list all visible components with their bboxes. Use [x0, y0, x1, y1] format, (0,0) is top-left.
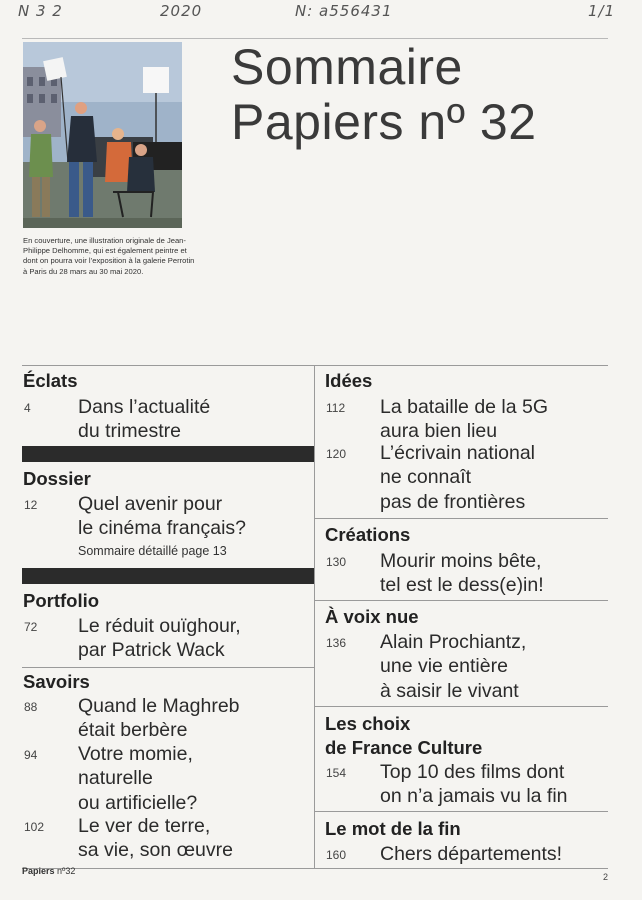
- toc-entry-ver-de-terre[interactable]: [78, 814, 233, 863]
- entry-line: Le réduit ouïghour,: [78, 615, 241, 637]
- section-bar: [22, 568, 314, 584]
- toc-entry-prochiantz[interactable]: [380, 630, 526, 703]
- handwritten-page-mark: 1/1: [588, 2, 616, 20]
- entry-line: était berbère: [78, 719, 188, 742]
- section-rule: [314, 518, 608, 519]
- entry-line: La bataille de la 5G: [380, 396, 549, 418]
- toc-entry-momie[interactable]: [78, 742, 197, 815]
- page-number: 4: [24, 401, 31, 415]
- bottom-rule: [314, 868, 608, 869]
- entry-line: du trimestre: [78, 420, 181, 443]
- toc-entry-top-10[interactable]: [380, 760, 568, 809]
- toc-entry-maghreb[interactable]: [78, 694, 240, 743]
- toc-top-rule: [22, 365, 608, 366]
- page-number: 12: [24, 498, 38, 512]
- entry-line: ou artificielle?: [78, 791, 198, 814]
- toc-entry-dossier[interactable]: [78, 492, 246, 541]
- page-number: 94: [24, 748, 38, 762]
- section-heading-savoirs: Savoirs: [23, 671, 90, 692]
- footer-issue: nº32: [57, 866, 76, 876]
- handwritten-year-mark: 2020: [160, 2, 203, 20]
- entry-line: le cinéma français?: [78, 517, 246, 540]
- entry-line: Alain Prochiantz,: [380, 631, 527, 653]
- page-title: [231, 40, 537, 150]
- footer-magazine-name: Papiers: [22, 866, 55, 876]
- dossier-detail-note: Sommaire détaillé page 13: [78, 544, 227, 558]
- cover-illustration: [23, 42, 182, 228]
- entry-line: Chers départements!: [380, 843, 563, 865]
- toc-entry-departements[interactable]: [380, 842, 562, 866]
- section-rule: [314, 706, 608, 707]
- page-folio: 2: [602, 872, 608, 882]
- entry-line: Top 10 des films dont: [380, 761, 565, 783]
- entry-line: sa vie, son œuvre: [78, 839, 233, 862]
- entry-line: on n’a jamais vu la fin: [380, 785, 568, 808]
- entry-line: pas de frontières: [380, 490, 526, 513]
- page-number: 72: [24, 620, 38, 634]
- handwritten-reference-mark: N: a556431: [295, 2, 393, 20]
- entry-line: Le ver de terre,: [78, 815, 211, 837]
- section-heading-mot-de-la-fin: Le mot de la fin: [325, 818, 461, 839]
- entry-line: à saisir le vivant: [380, 679, 519, 702]
- entry-line: tel est le dess(e)in!: [380, 574, 544, 597]
- handwritten-issue-mark: N 3 2: [18, 2, 63, 20]
- entry-line: Quel avenir pour: [78, 493, 223, 515]
- heading-line: Les choix: [325, 713, 411, 734]
- footer-brand: [22, 866, 75, 876]
- section-heading-creations: Créations: [325, 524, 411, 545]
- page-number: 154: [326, 766, 347, 780]
- page-number: 136: [326, 636, 347, 650]
- entry-line: ne connaît: [380, 466, 472, 489]
- section-heading-idees: Idées: [325, 370, 373, 391]
- section-bar: [22, 446, 314, 462]
- section-rule: [314, 811, 608, 812]
- page-number: 130: [326, 555, 347, 569]
- toc-entry-portfolio[interactable]: [78, 614, 241, 663]
- entry-line: naturelle: [78, 767, 153, 790]
- section-heading-choix: [325, 712, 482, 760]
- page-number: 102: [24, 820, 45, 834]
- title-line-2: Papiers nº 32: [231, 94, 537, 150]
- entry-line: Mourir moins bête,: [380, 550, 542, 572]
- toc-entry-creations[interactable]: [380, 549, 544, 598]
- toc-entry-5g[interactable]: [380, 395, 548, 444]
- entry-line: une vie entière: [380, 655, 508, 678]
- entry-line: L’écrivain national: [380, 442, 536, 464]
- section-heading-voix-nue: À voix nue: [325, 606, 419, 627]
- entry-line: Votre momie,: [78, 743, 193, 765]
- page-number: 120: [326, 447, 347, 461]
- heading-line: de France Culture: [325, 737, 483, 758]
- entry-line: par Patrick Wack: [78, 639, 225, 662]
- section-heading-dossier: Dossier: [23, 468, 91, 489]
- page-number: 160: [326, 848, 347, 862]
- title-line-1: Sommaire: [231, 39, 463, 95]
- section-heading-eclats: Éclats: [23, 370, 78, 391]
- section-rule: [22, 667, 314, 668]
- toc-entry-ecrivain[interactable]: [380, 441, 535, 514]
- column-divider: [314, 365, 315, 868]
- cover-caption: En couverture, une illustration originale de Jean-Philippe Delhomme, qui est également peintre et dont on pourra voir l’exposition à la galerie Perrotin à Paris du 28 mars au 30 mai 2020.: [23, 236, 195, 276]
- entry-line: aura bien lieu: [380, 420, 498, 443]
- page-number: 88: [24, 700, 38, 714]
- entry-line: Quand le Maghreb: [78, 695, 240, 717]
- entry-line: Dans l’actualité: [78, 396, 211, 418]
- toc-entry-eclats[interactable]: [78, 395, 210, 444]
- page-number: 112: [326, 401, 346, 415]
- section-heading-portfolio: Portfolio: [23, 590, 100, 611]
- section-rule: [314, 600, 608, 601]
